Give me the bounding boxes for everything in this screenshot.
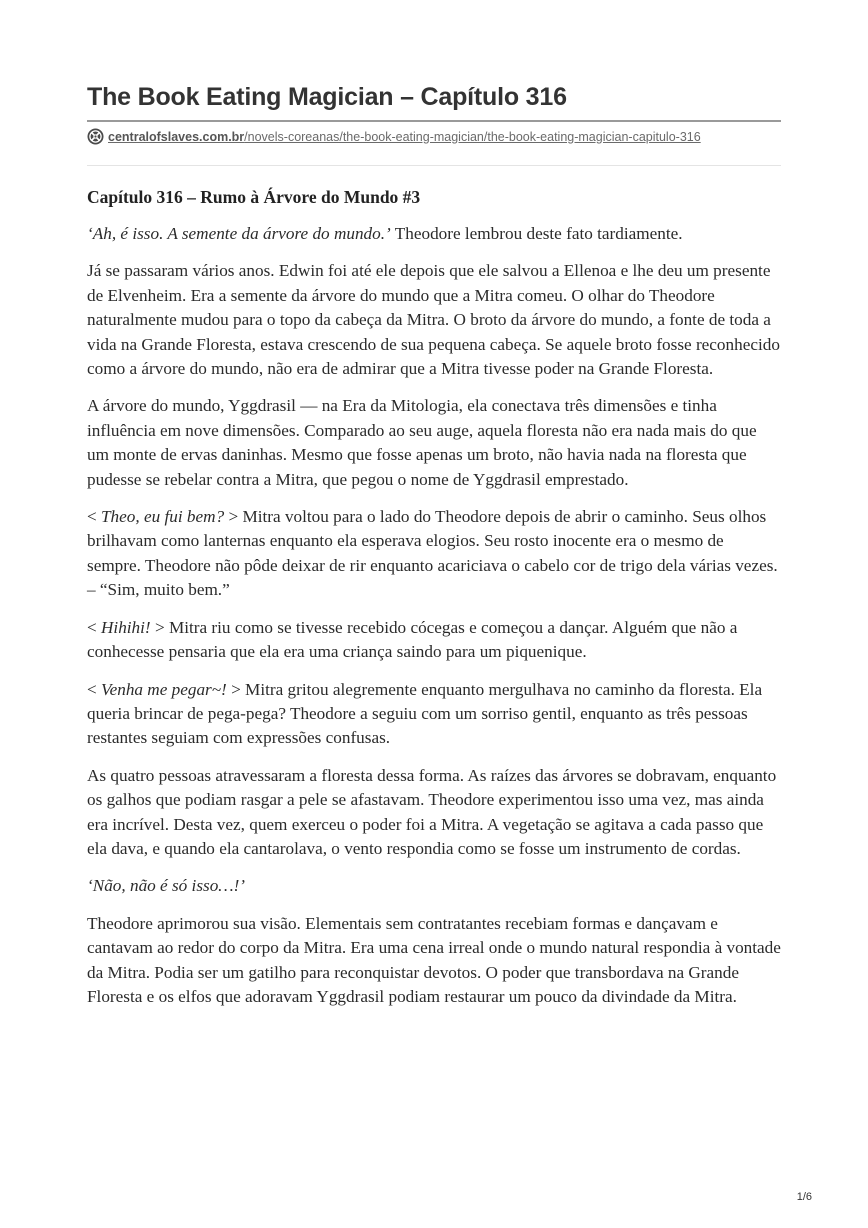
page-number: 1/6	[796, 1191, 812, 1203]
paragraph-5-open: <	[87, 617, 101, 637]
paragraph-8-thought: ‘Não, não é só isso…!’	[87, 876, 246, 896]
page-title: The Book Eating Magician – Capítulo 316	[87, 83, 567, 111]
title-divider	[87, 120, 781, 122]
paragraph-6	[87, 678, 781, 751]
paragraph-6-speech: Venha me pegar~!	[101, 679, 227, 699]
paragraph-2: Já se passaram vários anos. Edwin foi até ele depois que ele salvou a Ellenoa e lhe deu um presente de Elvenheim. Era a semente da árvore do mundo que a Mitra comeu. O olhar do Theodore naturalmente mudou para o topo da cabeça da Mitra. O broto da árvore do mundo, a fonte de toda a vida na Grande Floresta, estava crescendo de sua pequena cabeça. Se aquele broto fosse reconhecido como a árvore do mundo, não era de admirar que a Mitra tivesse poder na Grande Floresta.	[87, 261, 780, 379]
header-separator	[87, 165, 781, 166]
paragraph-8	[87, 874, 781, 898]
paragraph-9: Theodore aprimorou sua visão. Elementais sem contratantes recebiam formas e dançavam e cantavam ao redor do corpo da Mitra. Era uma cena irreal onde o mundo natural respondia à vontade da Mitra. Podia ser um gatilho para reconquistar devotos. O poder que transbordava na Grande Floresta e os elfos que adoravam Yggdrasil podiam restaurar um pouco da divindade da Mitra.	[87, 913, 781, 1006]
paragraph-5-text: > Mitra riu como se tivesse recebido cócegas e começou a dançar. Alguém que não a conhecesse pensaria que ela era uma criança saindo para um piquenique.	[87, 617, 738, 662]
source-path: /novels-coreanas/the-book-eating-magician/the-book-eating-magician-capitulo-316	[244, 129, 701, 144]
site-favicon-icon	[87, 128, 104, 145]
paragraph-6-text: > Mitra gritou alegremente enquanto mergulhava no caminho da floresta. Ela queria brincar de pega-pega? Theodore a seguiu com um sorriso gentil, enquanto as três pessoas restantes seguiam com expressões confusas.	[87, 679, 763, 748]
paragraph-4-open: <	[87, 507, 101, 527]
document-page	[87, 80, 781, 1022]
paragraph-3: A árvore do mundo, Yggdrasil — na Era da Mitologia, ela conectava três dimensões e tinha influência em nove dimensões. Comparado ao seu auge, aquela floresta não era nada mais do que um monte de ervas daninhas. Mesmo que fosse apenas um broto, não havia nada na floresta que pudesse se rebelar contra a Mitra, que pegou o nome de Yggdrasil emprestado.	[87, 396, 757, 489]
source-link[interactable]	[108, 130, 701, 144]
paragraph-5	[87, 616, 781, 665]
paragraph-6-open: <	[87, 679, 101, 699]
paragraph-4-speech: Theo, eu fui bem?	[101, 507, 225, 527]
source-domain: centralofslaves.com.br	[108, 129, 245, 144]
paragraph-5-speech: Hihihi!	[101, 617, 151, 637]
paragraph-1-text: Theodore lembrou deste fato tardiamente.	[390, 224, 683, 243]
paragraph-4-text: > Mitra voltou para o lado do Theodore depois de abrir o caminho. Seus olhos brilhavam como lanternas enquanto ela esperava elogios. Seu rosto inocente era o mesmo de sempre. Theodore não pôde deixar de rir enquanto acariciava o cabelo cor de trigo dela várias vezes. – “Sim, muito bem.”	[87, 507, 778, 600]
paragraph-1	[87, 222, 781, 246]
source-line	[87, 128, 781, 145]
paragraph-1-thought: ‘Ah, é isso. A semente da árvore do mundo.’	[87, 224, 391, 243]
article-body	[87, 185, 781, 1009]
paragraph-4	[87, 505, 781, 603]
chapter-heading: Capítulo 316 – Rumo à Árvore do Mundo #3	[87, 187, 421, 207]
paragraph-7: As quatro pessoas atravessaram a floresta dessa forma. As raízes das árvores se dobravam, enquanto os galhos que podiam rasgar a pele se afastavam. Theodore experimentou isso uma vez, mas ainda era incrível. Desta vez, quem exerceu o poder foi a Mitra. A vegetação se agitava a cada passo que ela dava, e quando ela cantarolava, o vento respondia como se fosse um instrumento de cordas.	[87, 765, 777, 858]
